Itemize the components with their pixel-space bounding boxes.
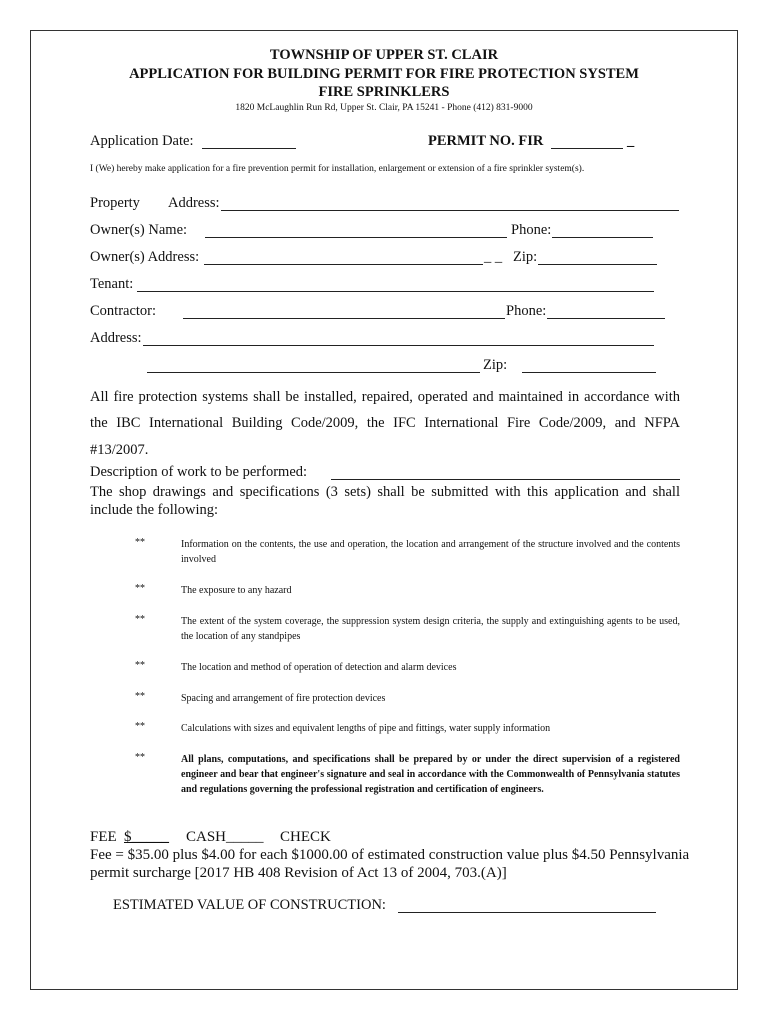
form-subtitle: FIRE SPRINKLERS bbox=[318, 84, 450, 100]
engineer-requirement: All plans, computations, and specifications shall be prepared by or under the direct supervision of a registered engineer and bear that engineer's signature and seal in accordance with the Commonwealth of Pennsylvania statutes and regulations governing the professional registration and certification of engineers. bbox=[181, 754, 680, 795]
owner-address-label: Owner(s) Address: bbox=[90, 249, 200, 265]
fee-formula: Fee = $35.00 plus $4.00 for each $1000.00 of estimated construction value plus $4.50 Pennsylvania bbox=[90, 847, 690, 863]
owner-phone-field[interactable] bbox=[552, 237, 653, 238]
contractor-phone-field[interactable] bbox=[547, 318, 665, 319]
fee-surcharge: permit surcharge [2017 HB 408 Revision of Act 13 of 2004, 703.(A)] bbox=[90, 865, 507, 881]
application-date-label: Application Date: bbox=[90, 133, 194, 149]
compliance-line-1: All fire protection systems shall be installed, repaired, operated and maintained in accordance with bbox=[90, 389, 680, 405]
description-label: Description of work to be performed: bbox=[90, 464, 308, 480]
bullet-marker: ** bbox=[135, 691, 145, 702]
bullet-marker: ** bbox=[135, 537, 145, 548]
township-title: TOWNSHIP OF UPPER ST. CLAIR bbox=[269, 47, 499, 63]
tenant-field[interactable] bbox=[137, 291, 654, 292]
form-title: APPLICATION FOR BUILDING PERMIT FOR FIRE PROTECTION SYSTEM bbox=[129, 66, 639, 82]
permit-number-field[interactable] bbox=[551, 148, 623, 149]
estimated-value-field[interactable] bbox=[398, 912, 656, 913]
application-statement: I (We) hereby make application for a fire prevention permit for installation, enlargement or extension of a fire sprinkler system(s). bbox=[90, 164, 585, 174]
contractor-phone-label: Phone: bbox=[506, 303, 547, 319]
contractor-zip-label: Zip: bbox=[483, 357, 508, 373]
estimated-value-label: ESTIMATED VALUE OF CONSTRUCTION: bbox=[113, 897, 386, 913]
contractor-address-line2-field[interactable] bbox=[147, 372, 480, 373]
owner-address-field[interactable] bbox=[204, 264, 483, 265]
owner-phone-label: Phone: bbox=[511, 222, 552, 238]
requirement-item: The location and method of operation of detection and alarm devices bbox=[181, 662, 457, 673]
requirement-item: The extent of the system coverage, the suppression system design criteria, the supply and extinguishing agents to be used, the location of any standpipes bbox=[181, 616, 680, 642]
requirement-item: Information on the contents, the use and operation, the location and arrangement of the structure involved and the contents involved bbox=[181, 539, 680, 565]
owner-zip-prefix: _ _ bbox=[484, 249, 503, 265]
property-label: Property bbox=[90, 195, 140, 211]
township-address: 1820 McLaughlin Run Rd, Upper St. Clair, PA 15241 - Phone (412) 831-9000 bbox=[235, 103, 533, 113]
bullet-marker: ** bbox=[135, 583, 145, 594]
compliance-line-2: the IBC International Building Code/2009, the IFC International Fire Code/2009, and NFPA bbox=[90, 415, 680, 431]
contractor-zip-field[interactable] bbox=[522, 372, 656, 373]
permit-number-label: PERMIT NO. FIR bbox=[428, 133, 544, 149]
contractor-address-label: Address: bbox=[90, 330, 142, 346]
property-address-label: Address: bbox=[168, 195, 220, 211]
compliance-line-3: #13/2007. bbox=[90, 442, 149, 458]
contractor-field[interactable] bbox=[183, 318, 505, 319]
requirement-item: The exposure to any hazard bbox=[181, 585, 292, 596]
owner-name-field[interactable] bbox=[205, 237, 507, 238]
contractor-label: Contractor: bbox=[90, 303, 157, 319]
shop-drawings-line-1: The shop drawings and specifications (3 sets) shall be submitted with this application and shall bbox=[90, 484, 680, 500]
requirement-item: Calculations with sizes and equivalent lengths of pipe and fittings, water supply information bbox=[181, 723, 551, 734]
owner-zip-label: Zip: bbox=[513, 249, 538, 265]
requirement-item: Spacing and arrangement of fire protection devices bbox=[181, 693, 386, 704]
bullet-marker: ** bbox=[135, 752, 145, 763]
owner-name-label: Owner(s) Name: bbox=[90, 222, 188, 238]
tenant-label: Tenant: bbox=[90, 276, 134, 292]
bullet-marker: ** bbox=[135, 660, 145, 671]
shop-drawings-line-2: include the following: bbox=[90, 502, 219, 518]
contractor-address-field[interactable] bbox=[143, 345, 654, 346]
check-option[interactable]: CHECK bbox=[280, 829, 331, 845]
bullet-marker: ** bbox=[135, 721, 145, 732]
bullet-marker: ** bbox=[135, 614, 145, 625]
description-field[interactable] bbox=[331, 479, 680, 480]
fee-amount-field[interactable]: $_____ bbox=[124, 829, 169, 845]
owner-zip-field[interactable] bbox=[538, 264, 657, 265]
cash-option[interactable]: CASH_____ bbox=[186, 829, 264, 845]
permit-number-suffix: _ bbox=[627, 133, 635, 149]
fee-label: FEE bbox=[90, 829, 117, 845]
property-address-field[interactable] bbox=[221, 210, 679, 211]
application-date-field[interactable] bbox=[202, 148, 296, 149]
